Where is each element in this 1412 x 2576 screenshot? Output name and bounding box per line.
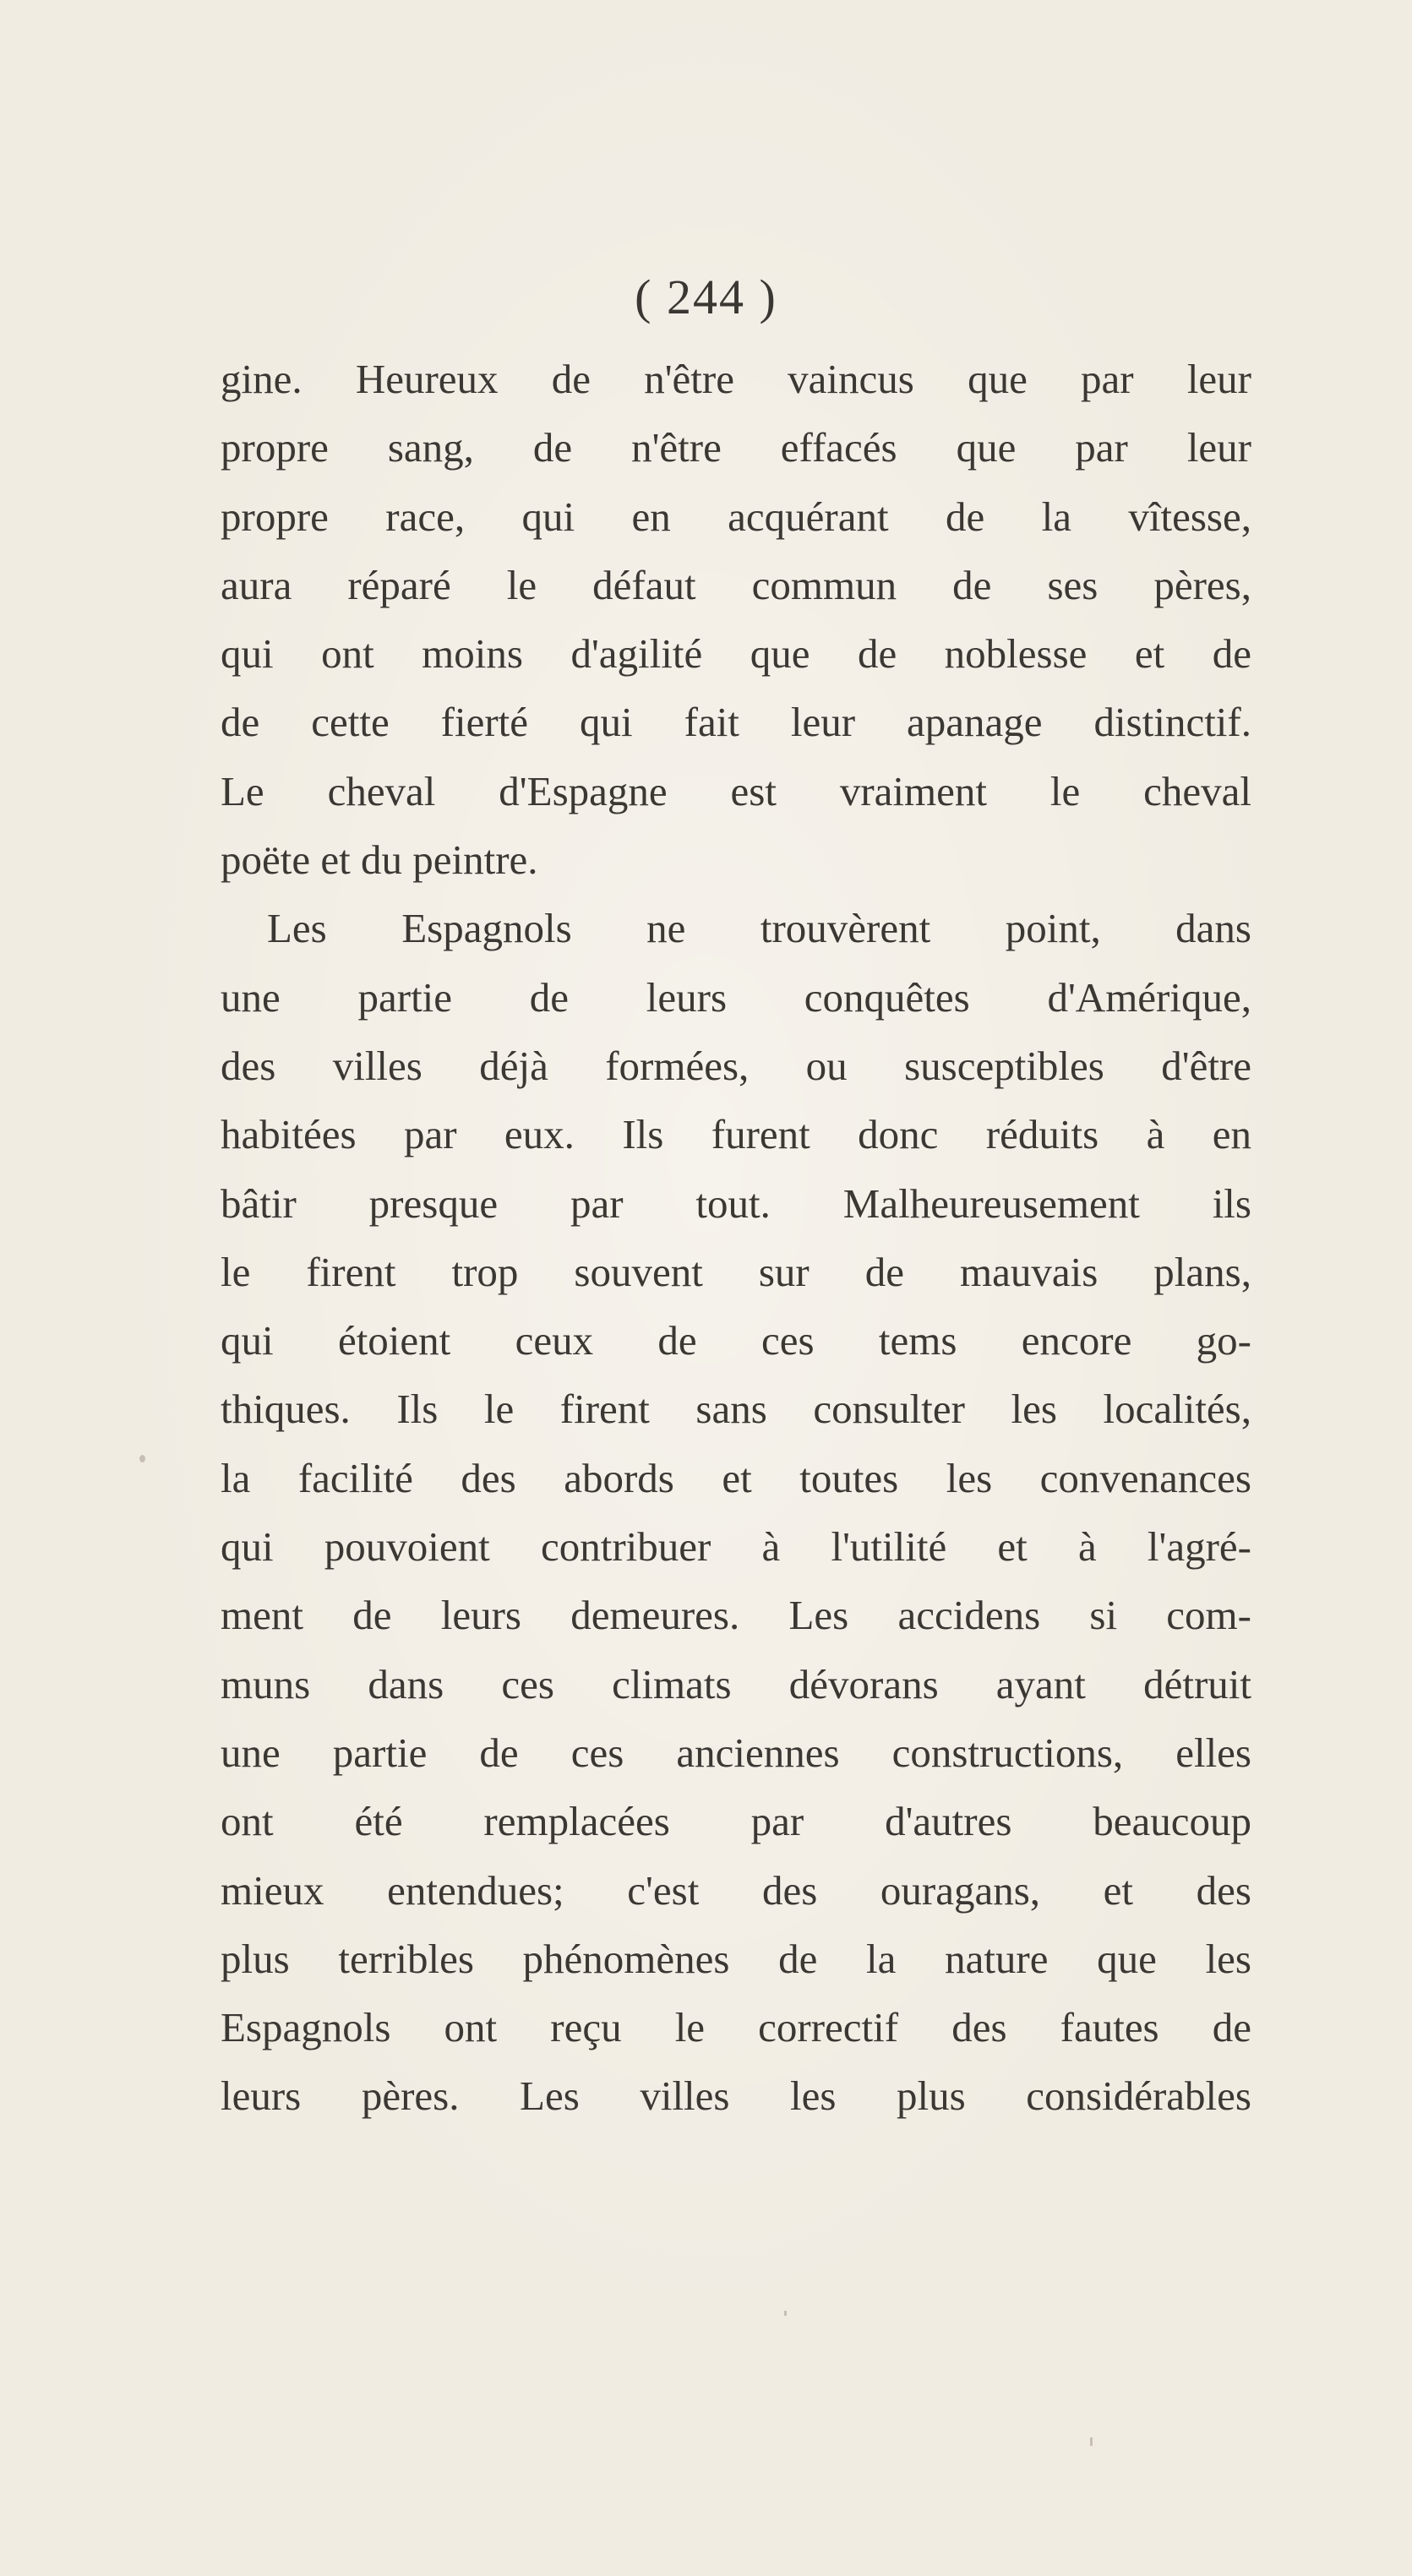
page-number: ( 244 ) <box>635 270 777 324</box>
text-line: qui ont moins d'agilité que de noblesse et de <box>221 630 1251 678</box>
text-line: mieux entendues; c'est des ouragans, et des <box>221 1866 1251 1914</box>
text-line: thiques. Ils le firent sans consulter les localités, <box>221 1386 1251 1433</box>
paper-speck <box>139 1455 145 1462</box>
text-line: le firent trop souvent sur de mauvais plans, <box>221 1248 1251 1295</box>
text-line: Espagnols ont reçu le correctif des fautes de <box>221 2004 1251 2051</box>
body-text <box>221 345 1251 2131</box>
text-line: plus terribles phénomènes de la nature que les <box>221 1935 1251 1982</box>
text-line: qui pouvoient contribuer à l'utilité et à l'agré- <box>221 1523 1251 1571</box>
text-line: muns dans ces climats dévorans ayant détruit <box>221 1660 1251 1707</box>
text-line: Les Espagnols ne trouvèrent point, dans <box>267 905 1251 952</box>
text-line: Le cheval d'Espagne est vraiment le cheval <box>221 767 1251 814</box>
text-line: propre race, qui en acquérant de la vîtesse, <box>221 493 1251 540</box>
text-line: poëte et du peintre. <box>221 836 538 884</box>
text-line: propre sang, de n'être effacés que par leur <box>221 424 1251 471</box>
text-line: ont été remplacées par d'autres beaucoup <box>221 1798 1251 1845</box>
paper-speck <box>784 2311 787 2316</box>
text-line: des villes déjà formées, ou susceptibles d'être <box>221 1042 1251 1089</box>
text-line: bâtir presque par tout. Malheureusement ils <box>221 1179 1251 1227</box>
text-line: aura réparé le défaut commun de ses pères, <box>221 561 1251 608</box>
text-line: une partie de ces anciennes constructions, elles <box>221 1729 1251 1776</box>
text-line: leurs pères. Les villes les plus considérables <box>221 2072 1251 2120</box>
text-line: gine. Heureux de n'être vaincus que par leur <box>221 356 1251 402</box>
text-line: ment de leurs demeures. Les accidens si com- <box>221 1592 1251 1639</box>
text-line: habitées par eux. Ils furent donc réduits à en <box>221 1111 1251 1158</box>
text-line: de cette fierté qui fait leur apanage distinctif. <box>221 699 1251 746</box>
paper-speck <box>1090 2437 1093 2446</box>
text-line: qui étoient ceux de ces tems encore go- <box>221 1317 1251 1364</box>
text-line: une partie de leurs conquêtes d'Amérique, <box>221 973 1251 1021</box>
text-line: la facilité des abords et toutes les convenances <box>221 1454 1251 1501</box>
